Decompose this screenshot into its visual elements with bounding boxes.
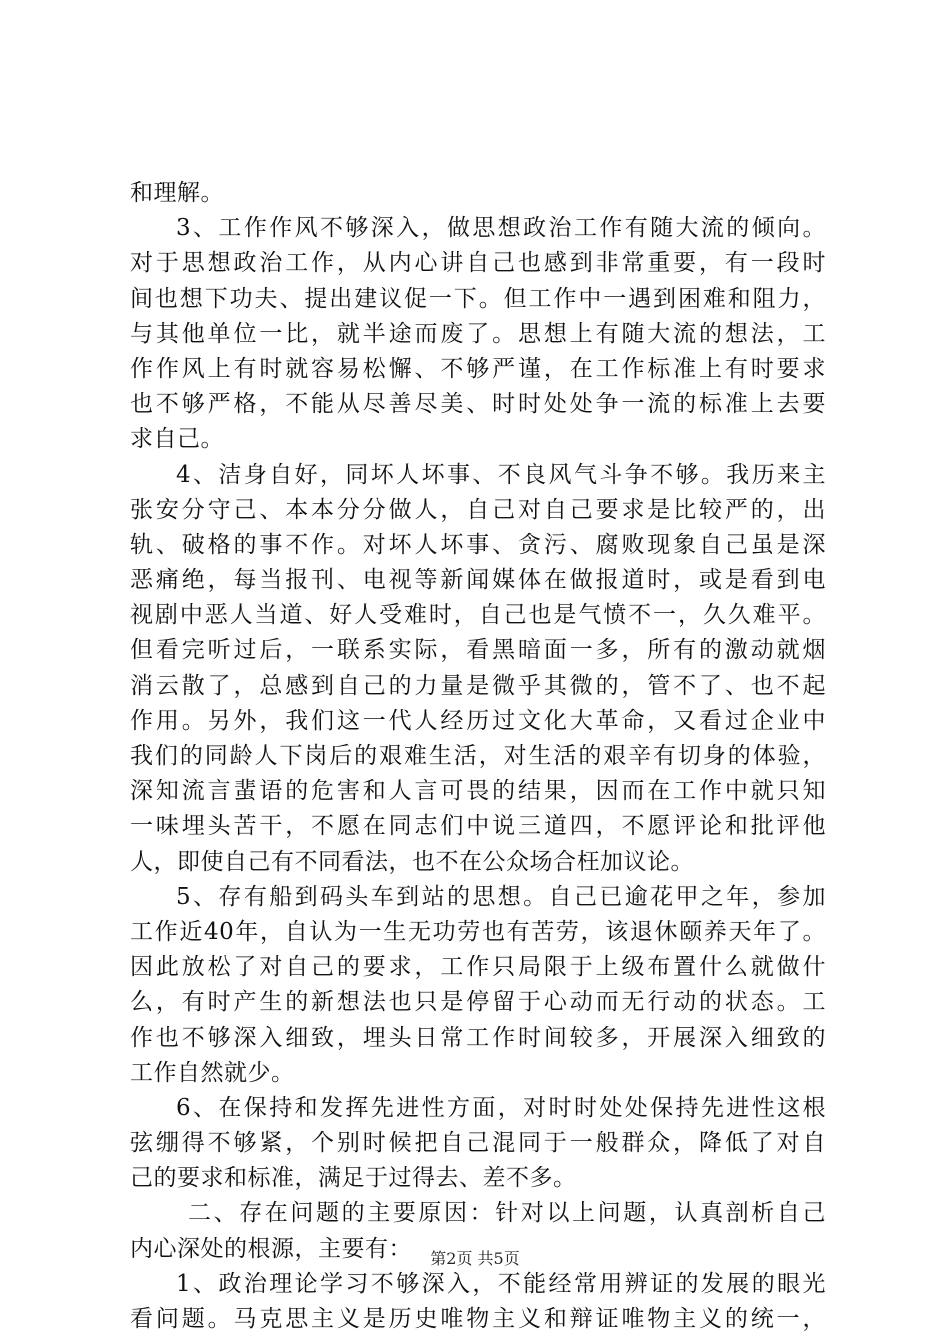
text-line: 6、在保持和发挥先进性方面，对时时处处保持先进性这根: [176, 1094, 826, 1121]
body-text: [130, 176, 826, 1337]
page-footer: 第2页 共5页: [430, 1249, 520, 1268]
text-line: 人，即使自己有不同看法，也不在公众场合枉加议论。: [130, 848, 694, 875]
text-line: 己的要求和标准，满足于过得去、差不多。: [130, 1165, 577, 1192]
text-line: 工作自然就少。: [130, 1059, 295, 1086]
text-line: 视剧中恶人当道、好人受难时，自己也是气愤不一，久久难平。: [130, 602, 826, 629]
text-line: 但看完听过后，一联系实际，看黑暗面一多，所有的激动就烟: [130, 637, 826, 664]
text-line: 对于思想政治工作，从内心讲自己也感到非常重要，有一段时: [130, 250, 826, 277]
text-line: 也不够严格，不能从尽善尽美、时时处处争一流的标准上去要: [130, 391, 826, 418]
text-line: 消云散了，总感到自己的力量是微乎其微的，管不了、也不起: [130, 672, 826, 699]
text-line: 间也想下功夫、提出建议促一下。但工作中一遇到困难和阻力，: [130, 285, 826, 312]
text-line: 5、存有船到码头车到站的思想。自己已逾花甲之年，参加: [176, 883, 826, 910]
text-line: 求自己。: [130, 426, 224, 453]
text-line: 看问题。马克思主义是历史唯物主义和辩证唯物主义的统一，: [130, 1306, 826, 1332]
text-line: 恶痛绝，每当报刊、电视等新闻媒体在做报道时，或是看到电: [130, 567, 826, 594]
text-line: 弦绷得不够紧，个别时候把自己混同于一般群众，降低了对自: [130, 1130, 826, 1157]
text-line: 张安分守己、本本分分做人，自己对自己要求是比较严的，出: [130, 496, 826, 523]
text-line: 作作风上有时就容易松懈、不够严谨，在工作标准上有时要求: [130, 355, 826, 382]
text-line: 1、政治理论学习不够深入，不能经常用辨证的发展的眼光: [176, 1270, 826, 1297]
text-line: 作也不够深入细致，埋头日常工作时间较多，开展深入细致的: [130, 1024, 826, 1051]
text-line: 与其他单位一比，就半途而废了。思想上有随大流的想法，工: [130, 320, 826, 347]
text-line: 和理解。: [130, 180, 224, 206]
text-line: 二、存在问题的主要原因：针对以上问题，认真剖析自己: [188, 1200, 826, 1227]
text-line: 3、工作作风不够深入，做思想政治工作有随大流的倾向。: [176, 215, 826, 242]
text-line: 一味埋头苦干，不愿在同志们中说三道四，不愿评论和批评他: [130, 813, 826, 840]
text-line: 深知流言蜚语的危害和人言可畏的结果，因而在工作中就只知: [130, 778, 826, 805]
text-line: 我们的同龄人下岗后的艰难生活，对生活的艰辛有切身的体验，: [130, 743, 826, 769]
text-line: 么，有时产生的新想法也只是停留于心动而无行动的状态。工: [130, 989, 826, 1016]
text-line: 作用。另外，我们这一代人经历过文化大革命，又看过企业中: [130, 707, 826, 734]
text-line: 工作近40年，自认为一生无功劳也有苦劳，该退休颐养天年了。: [130, 918, 826, 945]
text-line: 因此放松了对自己的要求，工作只局限于上级布置什么就做什: [130, 954, 826, 981]
text-line: 内心深处的根源，主要有：: [130, 1235, 412, 1262]
text-line: 4、洁身自好，同坏人坏事、不良风气斗争不够。我历来主: [176, 461, 826, 488]
text-line: 轨、破格的事不作。对坏人坏事、贪污、腐败现象自己虽是深: [130, 531, 826, 558]
